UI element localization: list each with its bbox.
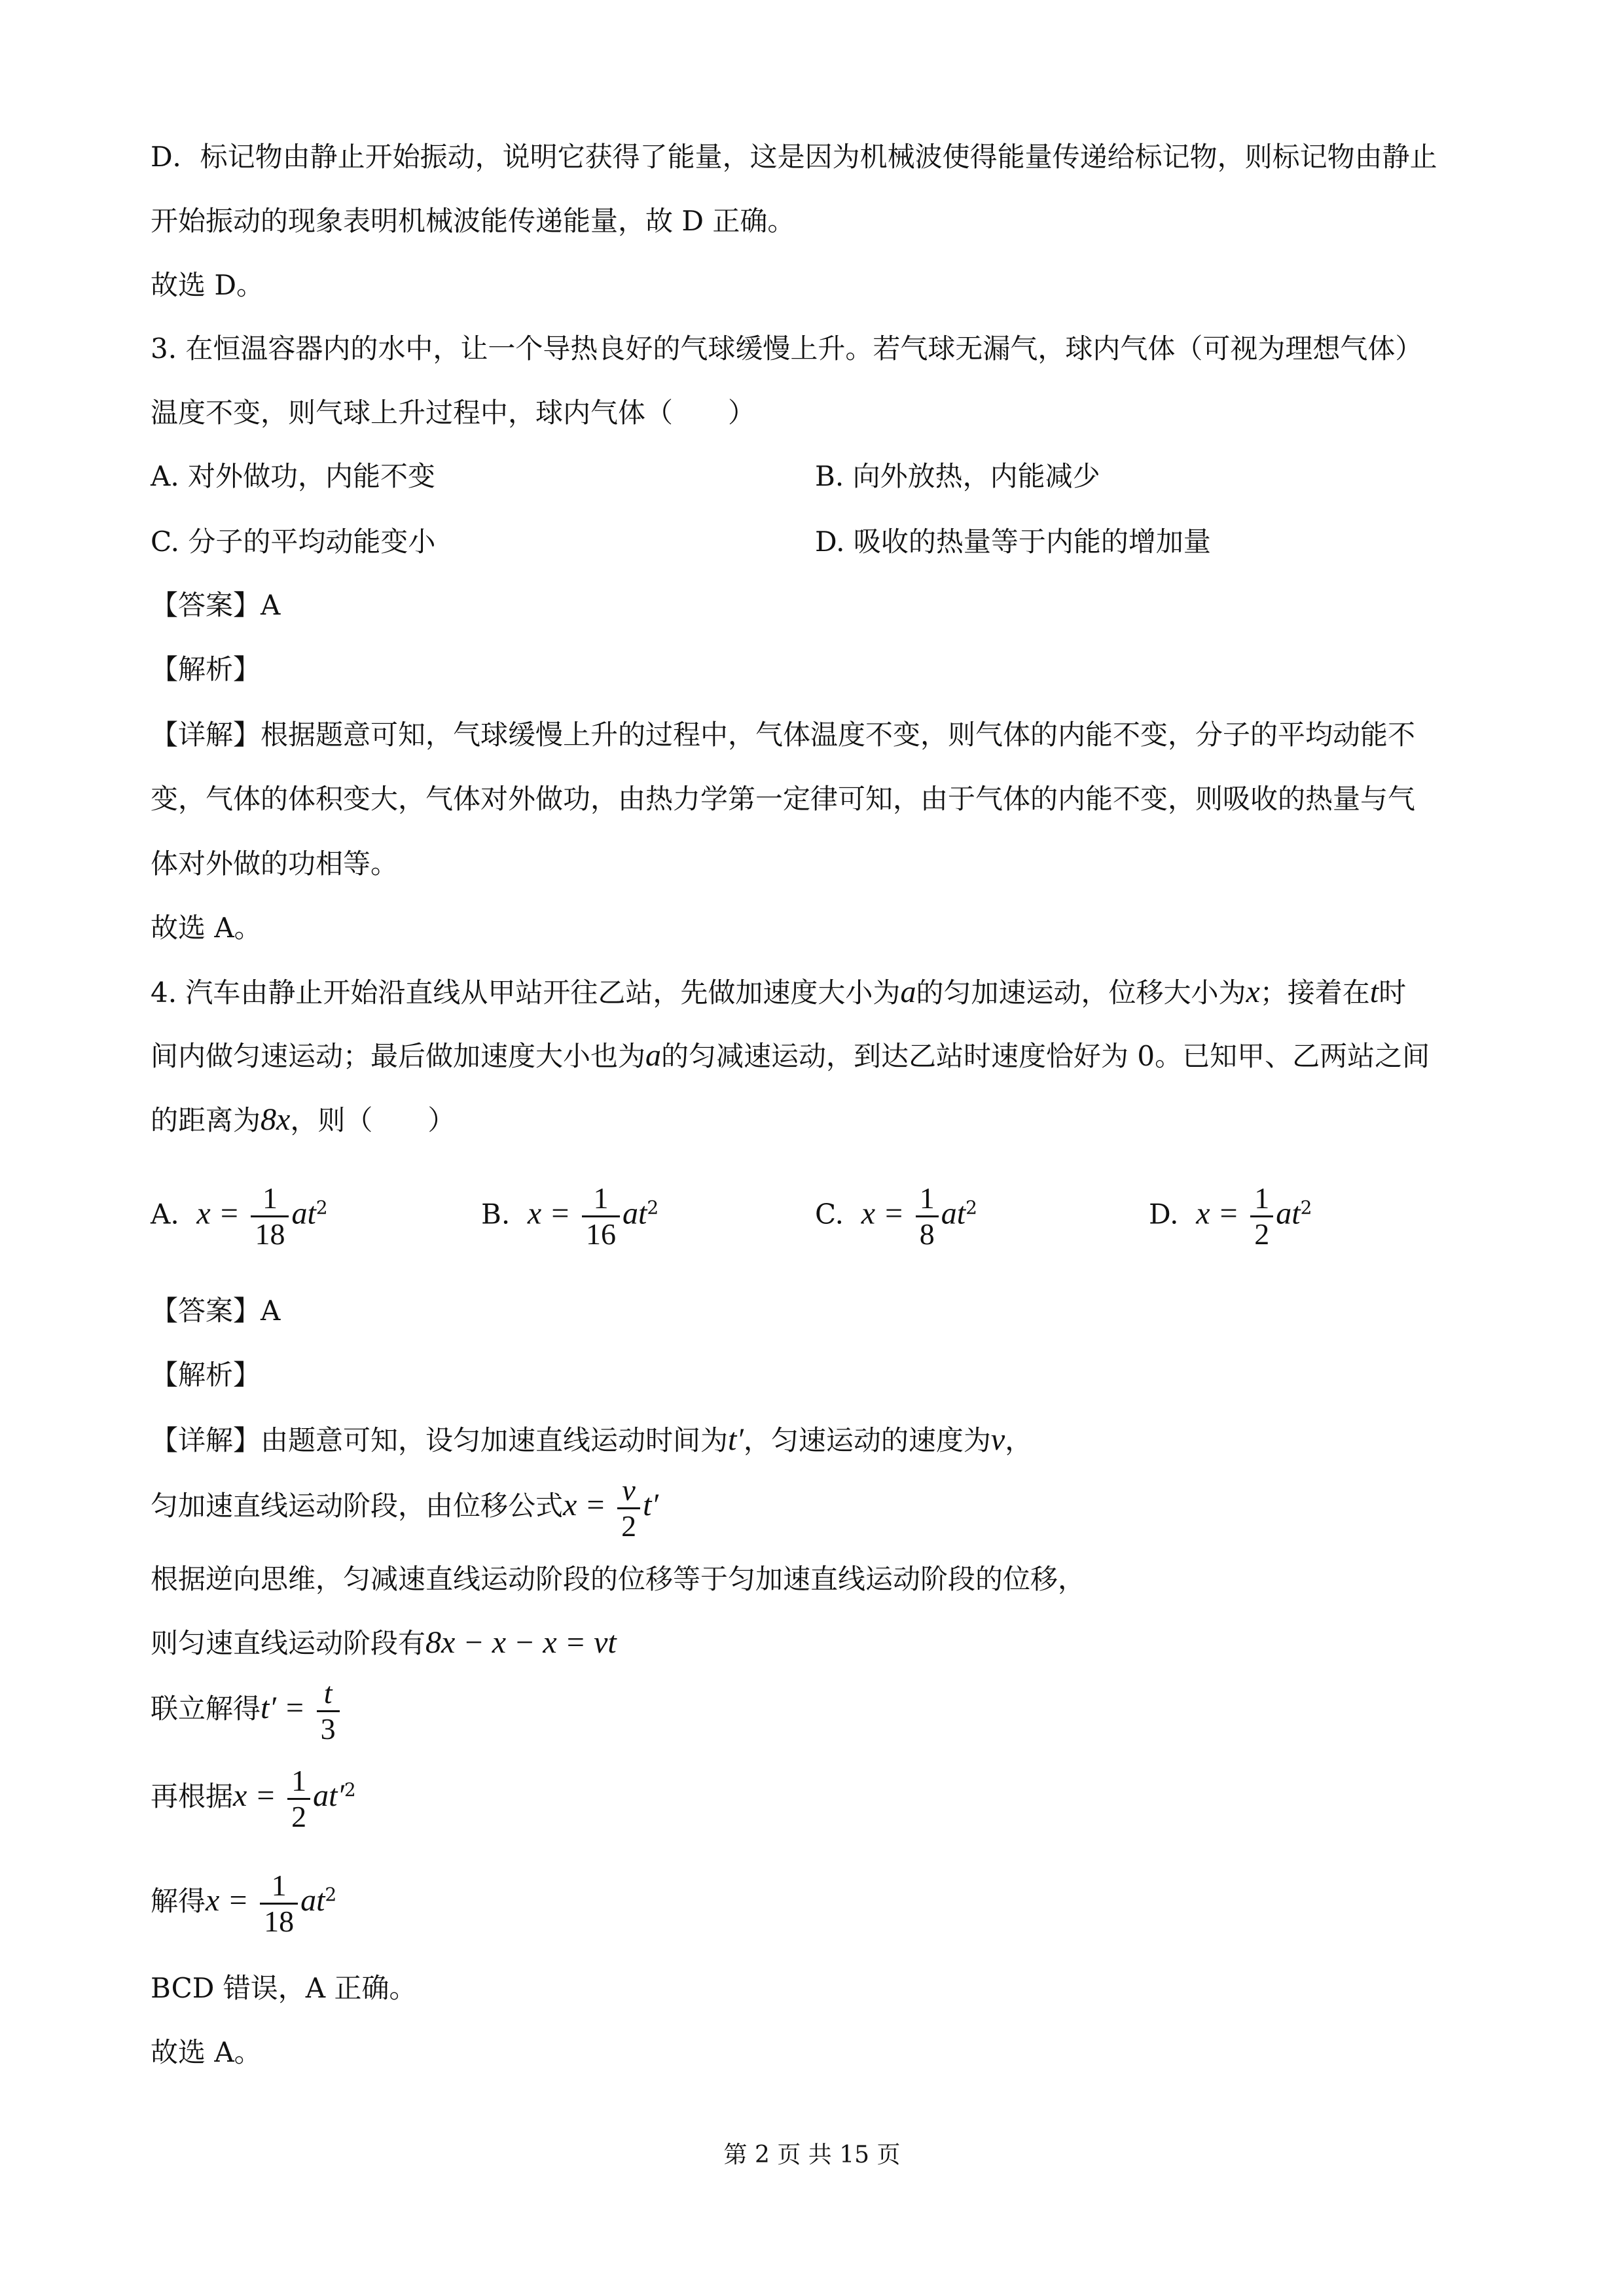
q4-option-d: D. x = $\frac{1}{2}$ $at^2$ <box>1149 1181 1312 1251</box>
q2-choose: 故选 D。 <box>151 269 264 301</box>
q3-option-a: A. 对外做功，内能不变 <box>151 460 436 492</box>
q3-choose: 故选 A。 <box>151 912 262 944</box>
q4-detail4: 则匀速直线运动阶段有8x − x − x = vt <box>151 1625 617 1660</box>
q4-wrong: BCD 错误，A 正确。 <box>151 1972 417 2004</box>
q4-detail6: 再根据x = $\frac{1}{2}$ $at'^2$ <box>151 1763 356 1833</box>
q4-option-c: C. x = $\frac{1}{8}$ $at^2$ <box>815 1181 977 1251</box>
q4-answer: 【答案】A <box>151 1295 281 1327</box>
q4-detail3: 根据逆向思维，匀减速直线运动阶段的位移等于匀加速直线运动阶段的位移， <box>151 1563 1086 1595</box>
q3-detail3: 体对外做的功相等。 <box>151 848 399 880</box>
q3-answer: 【答案】A <box>151 589 281 621</box>
q4-analysis: 【解析】 <box>151 1359 261 1391</box>
q2-line1: D．标记物由静止开始振动，说明它获得了能量，这是因为机械波使得能量传递给标记物，则标记物由静止 <box>151 141 1437 173</box>
q4-detail7: 解得x = $\frac{1}{18}$ $at^2$ <box>151 1868 337 1938</box>
q3-detail2: 变，气体的体积变大，气体对外做功，由热力学第一定律可知，由于气体的内能不变，则吸收的热量与气 <box>151 783 1416 815</box>
q3-stem2: 温度不变，则气球上升过程中，球内气体（ ） <box>151 397 756 429</box>
q4-stem2: 间内做匀速运动；最后做加速度大小也为a的匀减速运动，到达乙站时速度恰好为 0。已知甲、乙两站之间 <box>151 1038 1430 1073</box>
detail-label: 【详解】 <box>151 719 261 751</box>
q4-detail1: 【详解】由题意可知，设匀加速直线运动时间为t′，匀速运动的速度为v， <box>151 1422 1033 1457</box>
q3-option-c: C. 分子的平均动能变小 <box>151 526 436 558</box>
q3-analysis: 【解析】 <box>151 653 261 685</box>
q3-option-b: B. 向外放热，内能减少 <box>815 460 1100 492</box>
q4-stem3: 的距离为8x，则（ ） <box>151 1102 456 1137</box>
q4-option-a: A. x = $\frac{1}{18}$ $at^2$ <box>151 1181 328 1251</box>
q4-detail5: 联立解得t′ = $\frac{t}{3}$ <box>151 1672 342 1744</box>
q3-detail1: 【详解】根据题意可知，气球缓慢上升的过程中，气体温度不变，则气体的内能不变，分子的平均动能不 <box>151 719 1416 751</box>
q4-stem1: 4. 汽车由静止开始沿直线从甲站开往乙站，先做加速度大小为a的匀加速运动，位移大小为x；接着在t时 <box>151 975 1407 1009</box>
q2-line2: 开始振动的现象表明机械波能传递能量，故 D 正确。 <box>151 205 795 237</box>
detail-label: 【详解】 <box>151 1424 261 1456</box>
q4-option-b: B. x = $\frac{1}{16}$ $at^2$ <box>481 1181 659 1251</box>
q4-detail2: 匀加速直线运动阶段，由位移公式x = $\frac{v}{2}$ t′ <box>151 1473 659 1543</box>
page-footer: 第 2 页 共 15 页 <box>723 2142 901 2168</box>
q4-choose: 故选 A。 <box>151 2036 262 2068</box>
q3-stem1: 3. 在恒温容器内的水中，让一个导热良好的气球缓慢上升。若气球无漏气，球内气体（可视为理想气体） <box>151 332 1423 365</box>
q3-option-d: D. 吸收的热量等于内能的增加量 <box>815 526 1211 558</box>
